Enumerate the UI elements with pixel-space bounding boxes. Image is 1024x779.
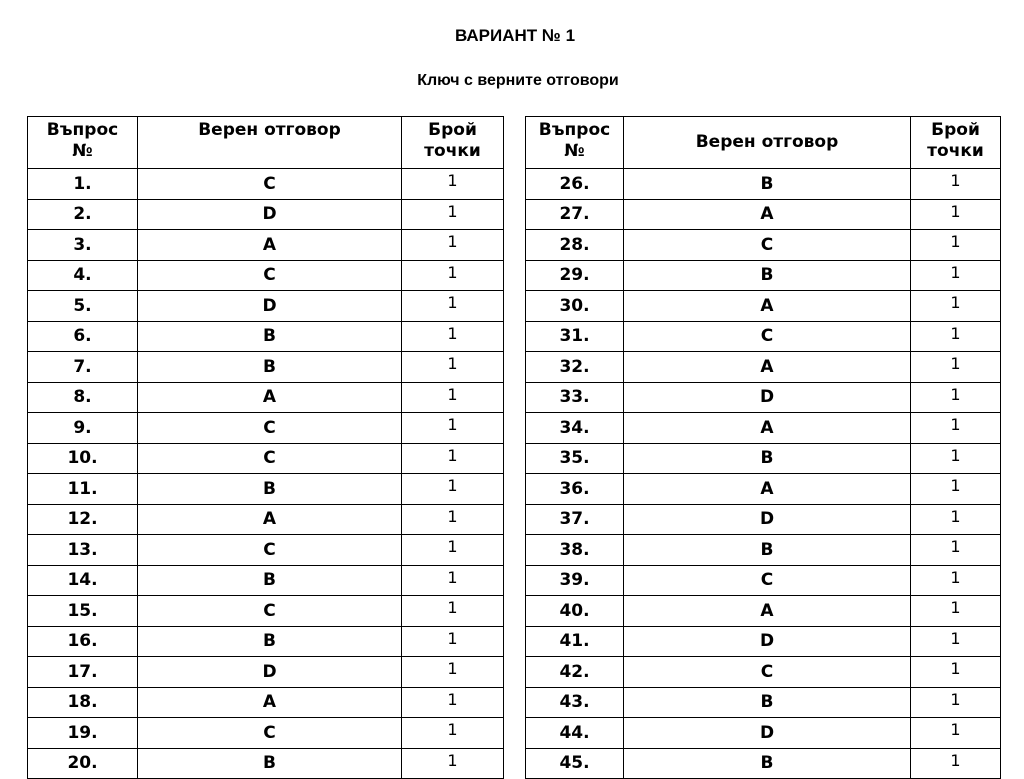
correct-answer: D <box>624 382 911 413</box>
correct-answer: C <box>138 718 402 749</box>
table-row <box>526 199 1001 230</box>
points-value: 1 <box>402 169 504 200</box>
header-number-sign: № <box>72 141 93 161</box>
question-number: 9. <box>28 413 138 444</box>
table-row <box>526 596 1001 627</box>
question-number: 2. <box>28 199 138 230</box>
points-value: 1 <box>911 230 1001 261</box>
header-points-line2: точки <box>424 141 481 161</box>
correct-answer: C <box>138 443 402 474</box>
correct-answer: B <box>138 321 402 352</box>
table-body-left <box>28 169 504 779</box>
points-value: 1 <box>911 596 1001 627</box>
table-row <box>526 382 1001 413</box>
correct-answer: B <box>138 748 402 779</box>
correct-answer: A <box>624 413 911 444</box>
table-row <box>526 169 1001 200</box>
points-value: 1 <box>911 291 1001 322</box>
correct-answer: A <box>138 687 402 718</box>
question-number: 29. <box>526 260 624 291</box>
points-value: 1 <box>911 565 1001 596</box>
table-row <box>526 748 1001 779</box>
question-number: 8. <box>28 382 138 413</box>
question-number: 19. <box>28 718 138 749</box>
header-points-line2: точки <box>927 141 984 161</box>
header-points <box>402 117 504 169</box>
header-question-label: Въпрос <box>538 120 611 140</box>
points-value: 1 <box>911 474 1001 505</box>
correct-answer: D <box>624 626 911 657</box>
points-value: 1 <box>402 291 504 322</box>
table-row <box>28 260 504 291</box>
points-value: 1 <box>402 382 504 413</box>
points-value: 1 <box>402 657 504 688</box>
question-number: 16. <box>28 626 138 657</box>
question-number: 13. <box>28 535 138 566</box>
correct-answer: B <box>138 352 402 383</box>
table-row <box>28 535 504 566</box>
header-number-sign: № <box>564 141 585 161</box>
table-row <box>526 260 1001 291</box>
table-row <box>526 291 1001 322</box>
question-number: 3. <box>28 230 138 261</box>
correct-answer: D <box>138 657 402 688</box>
points-value: 1 <box>911 413 1001 444</box>
question-number: 14. <box>28 565 138 596</box>
question-number: 26. <box>526 169 624 200</box>
points-value: 1 <box>911 352 1001 383</box>
question-number: 15. <box>28 596 138 627</box>
points-value: 1 <box>911 382 1001 413</box>
correct-answer: C <box>624 657 911 688</box>
table-row <box>526 413 1001 444</box>
table-row <box>28 565 504 596</box>
answer-key-table-left <box>27 116 504 779</box>
table-row <box>526 718 1001 749</box>
points-value: 1 <box>402 748 504 779</box>
question-number: 38. <box>526 535 624 566</box>
question-number: 39. <box>526 565 624 596</box>
points-value: 1 <box>911 535 1001 566</box>
table-row <box>28 291 504 322</box>
correct-answer: B <box>624 748 911 779</box>
table-body-right <box>526 169 1001 779</box>
points-value: 1 <box>402 718 504 749</box>
question-number: 42. <box>526 657 624 688</box>
points-value: 1 <box>911 748 1001 779</box>
correct-answer: B <box>138 474 402 505</box>
table-row <box>28 687 504 718</box>
points-value: 1 <box>911 504 1001 535</box>
table-row <box>28 443 504 474</box>
question-number: 45. <box>526 748 624 779</box>
header-points-line1: Брой <box>931 120 980 140</box>
points-value: 1 <box>402 413 504 444</box>
header-answer: Верен отговор <box>138 117 402 169</box>
table-row <box>28 626 504 657</box>
correct-answer: A <box>624 474 911 505</box>
header-question <box>526 117 624 169</box>
correct-answer: A <box>138 230 402 261</box>
question-number: 1. <box>28 169 138 200</box>
points-value: 1 <box>402 596 504 627</box>
question-number: 11. <box>28 474 138 505</box>
points-value: 1 <box>911 718 1001 749</box>
correct-answer: C <box>624 230 911 261</box>
points-value: 1 <box>911 657 1001 688</box>
correct-answer: D <box>138 199 402 230</box>
points-value: 1 <box>402 199 504 230</box>
correct-answer: C <box>138 169 402 200</box>
correct-answer: A <box>624 596 911 627</box>
correct-answer: D <box>624 504 911 535</box>
correct-answer: A <box>624 291 911 322</box>
page-title: ВАРИАНТ № 1 <box>454 26 576 45</box>
correct-answer: B <box>138 565 402 596</box>
points-value: 1 <box>911 443 1001 474</box>
points-value: 1 <box>402 230 504 261</box>
question-number: 12. <box>28 504 138 535</box>
table-row <box>28 657 504 688</box>
table-row <box>526 504 1001 535</box>
correct-answer: B <box>138 626 402 657</box>
table-row <box>28 474 504 505</box>
correct-answer: C <box>138 413 402 444</box>
question-number: 37. <box>526 504 624 535</box>
header-question-label: Въпрос <box>46 120 119 140</box>
header-points <box>911 117 1001 169</box>
correct-answer: A <box>138 504 402 535</box>
question-number: 40. <box>526 596 624 627</box>
header-question <box>28 117 138 169</box>
question-number: 17. <box>28 657 138 688</box>
question-number: 36. <box>526 474 624 505</box>
points-value: 1 <box>402 352 504 383</box>
question-number: 41. <box>526 626 624 657</box>
question-number: 30. <box>526 291 624 322</box>
correct-answer: A <box>138 382 402 413</box>
correct-answer: A <box>624 352 911 383</box>
table-row <box>28 321 504 352</box>
question-number: 18. <box>28 687 138 718</box>
points-value: 1 <box>402 321 504 352</box>
correct-answer: C <box>138 535 402 566</box>
table-row <box>28 748 504 779</box>
points-value: 1 <box>911 169 1001 200</box>
correct-answer: C <box>138 260 402 291</box>
points-value: 1 <box>911 687 1001 718</box>
question-number: 43. <box>526 687 624 718</box>
table-row <box>526 626 1001 657</box>
page-subtitle: Ключ с верните отговори <box>417 72 619 89</box>
table-row <box>28 504 504 535</box>
question-number: 34. <box>526 413 624 444</box>
table-row <box>28 413 504 444</box>
points-value: 1 <box>402 443 504 474</box>
table-row <box>28 596 504 627</box>
points-value: 1 <box>911 321 1001 352</box>
table-row <box>526 352 1001 383</box>
correct-answer: B <box>624 535 911 566</box>
correct-answer: B <box>624 687 911 718</box>
points-value: 1 <box>402 626 504 657</box>
points-value: 1 <box>402 260 504 291</box>
correct-answer: B <box>624 443 911 474</box>
correct-answer: D <box>624 718 911 749</box>
correct-answer: C <box>624 321 911 352</box>
correct-answer: A <box>624 199 911 230</box>
table-row <box>28 382 504 413</box>
points-value: 1 <box>402 565 504 596</box>
question-number: 32. <box>526 352 624 383</box>
question-number: 31. <box>526 321 624 352</box>
question-number: 4. <box>28 260 138 291</box>
header-points-line1: Брой <box>428 120 477 140</box>
table-row <box>526 535 1001 566</box>
points-value: 1 <box>402 687 504 718</box>
table-header-row <box>526 117 1001 169</box>
table-row <box>526 687 1001 718</box>
question-number: 20. <box>28 748 138 779</box>
table-row <box>526 565 1001 596</box>
points-value: 1 <box>911 260 1001 291</box>
table-row <box>28 169 504 200</box>
points-value: 1 <box>911 199 1001 230</box>
correct-answer: D <box>138 291 402 322</box>
correct-answer: C <box>138 596 402 627</box>
points-value: 1 <box>402 504 504 535</box>
correct-answer: C <box>624 565 911 596</box>
points-value: 1 <box>911 626 1001 657</box>
question-number: 35. <box>526 443 624 474</box>
question-number: 10. <box>28 443 138 474</box>
header-answer: Верен отговор <box>624 117 911 169</box>
answer-key-table-right <box>525 116 1001 779</box>
question-number: 33. <box>526 382 624 413</box>
question-number: 28. <box>526 230 624 261</box>
table-row <box>526 657 1001 688</box>
question-number: 7. <box>28 352 138 383</box>
correct-answer: B <box>624 169 911 200</box>
table-row <box>526 230 1001 261</box>
table-row <box>526 321 1001 352</box>
correct-answer: B <box>624 260 911 291</box>
question-number: 27. <box>526 199 624 230</box>
question-number: 44. <box>526 718 624 749</box>
table-row <box>28 199 504 230</box>
table-row <box>28 718 504 749</box>
table-row <box>28 230 504 261</box>
table-row <box>526 443 1001 474</box>
table-header-row <box>28 117 504 169</box>
points-value: 1 <box>402 474 504 505</box>
question-number: 5. <box>28 291 138 322</box>
table-row <box>526 474 1001 505</box>
question-number: 6. <box>28 321 138 352</box>
table-row <box>28 352 504 383</box>
points-value: 1 <box>402 535 504 566</box>
